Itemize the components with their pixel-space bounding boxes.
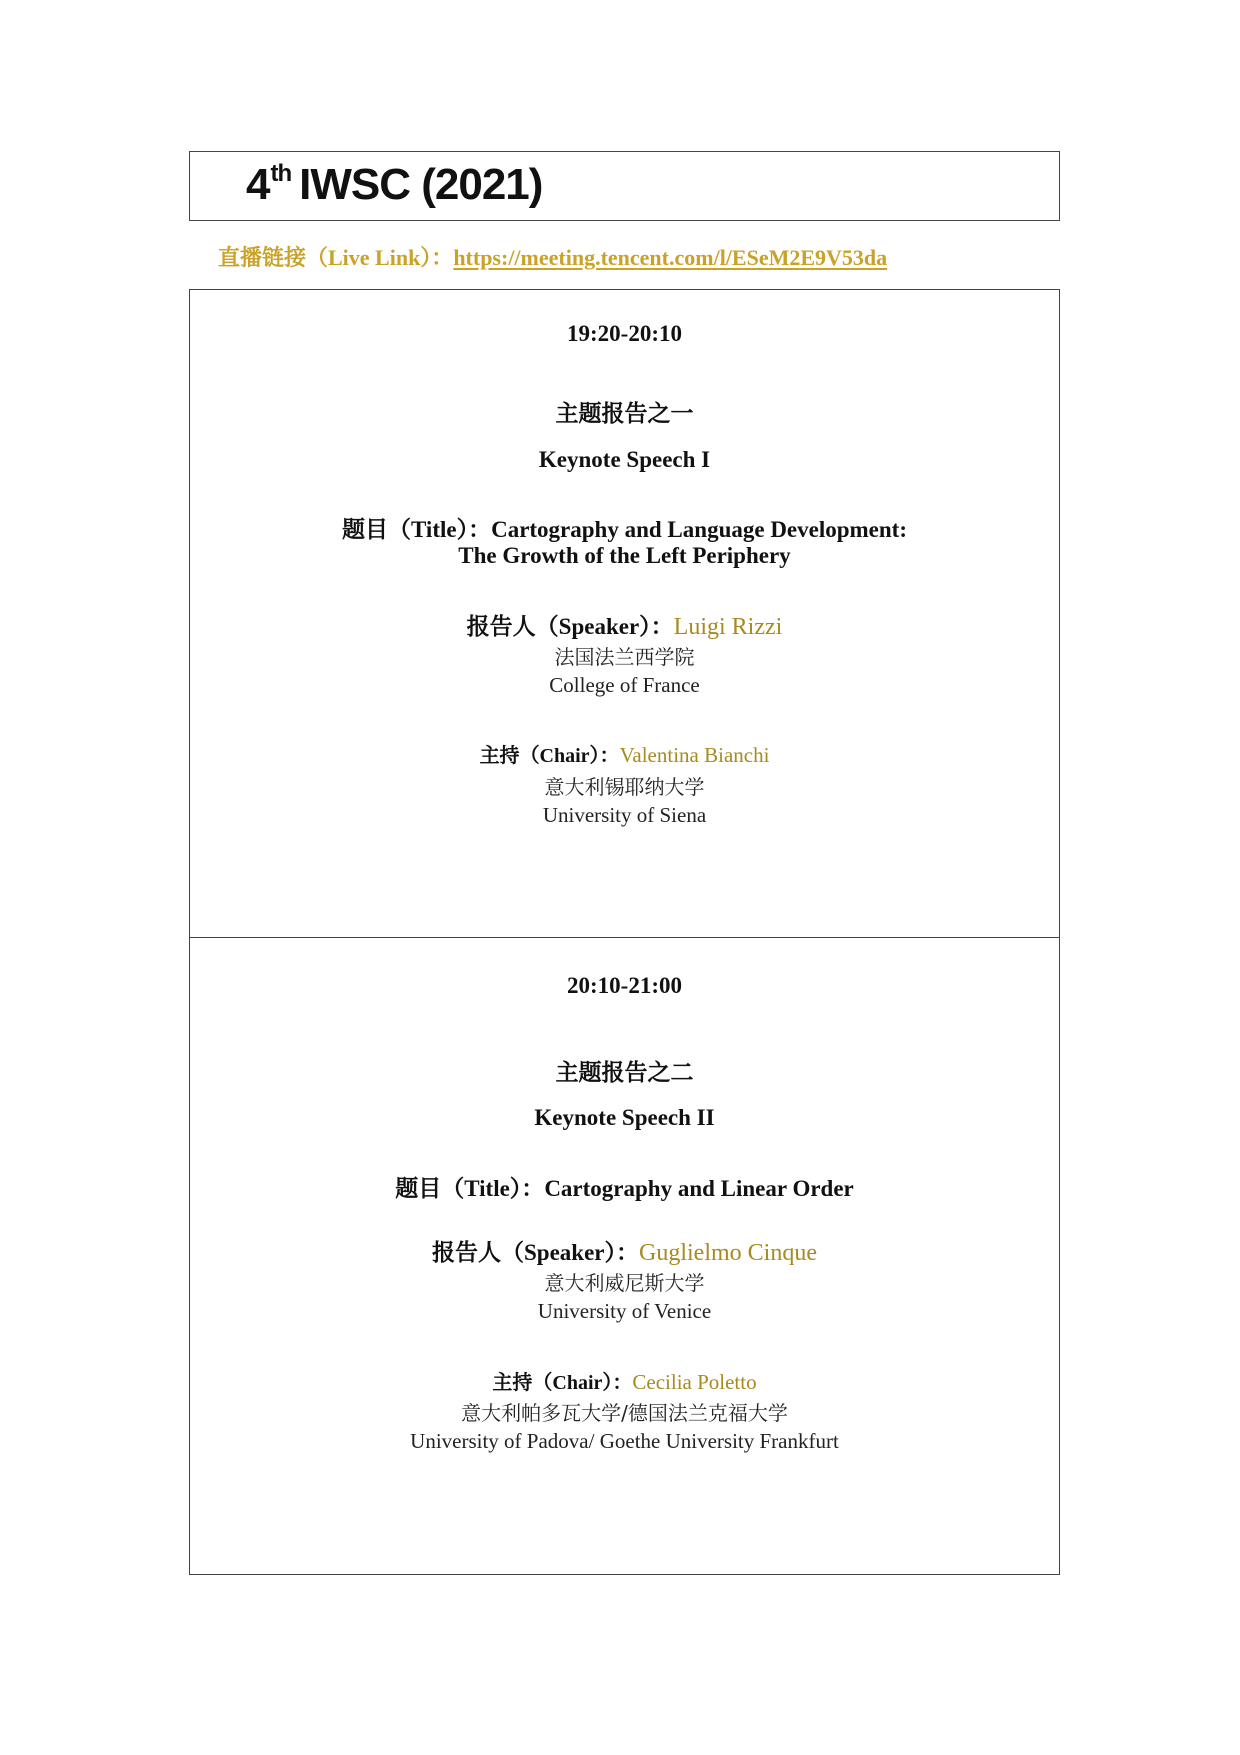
session-keynote-1: [189, 289, 1060, 938]
session-time: 19:20-20:10: [567, 321, 682, 346]
title-label-cn: 题目: [342, 517, 388, 543]
talk-title: Cartography and Language Development:: [491, 517, 907, 542]
title-superscript: th: [270, 160, 292, 188]
title-label-cn: 题目: [395, 1176, 442, 1202]
speaker-name: Guglielmo Cinque: [639, 1240, 817, 1266]
page-title: [246, 160, 542, 210]
talk-title-line: [190, 1170, 1059, 1203]
speaker-label-en: （Speaker）：: [535, 614, 674, 639]
speaker-affiliation-cn: 法国法兰西学院: [554, 645, 695, 669]
title-label-en: （Title）：: [441, 1176, 545, 1201]
talk-title-line: [190, 511, 1059, 544]
live-link-url[interactable]: https://meeting.tencent.com/l/ESeM2E9V53da: [453, 245, 888, 270]
session-time: 20:10-21:00: [567, 973, 682, 998]
chair-affiliation-cn: 意大利帕多瓦大学/德国法兰克福大学: [461, 1401, 788, 1425]
chair-label-en: （Chair）：: [532, 1372, 633, 1394]
chair-label-cn: 主持: [492, 1370, 533, 1394]
title-box: [189, 151, 1060, 221]
chair-affiliation-cn: 意大利锡耶纳大学: [544, 775, 705, 799]
title-label-en: （Title）：: [388, 517, 492, 542]
session-heading-cn: 主题报告之二: [555, 1060, 694, 1086]
session-keynote-2: [189, 937, 1060, 1575]
speaker-label-en: （Speaker）：: [501, 1240, 639, 1265]
chair-line: [190, 739, 1059, 768]
talk-title-line-2: The Growth of the Left Periphery: [458, 543, 791, 568]
chair-label-en: （Chair）：: [519, 745, 620, 767]
speaker-label-cn: 报告人: [432, 1240, 501, 1266]
chair-line: [190, 1366, 1059, 1395]
speaker-label-cn: 报告人: [466, 614, 536, 640]
chair-affiliation-en: University of Padova/ Goethe University Frankfurt: [410, 1429, 839, 1453]
live-link-label: 直播链接（Live Link）：: [218, 245, 454, 270]
session-heading-en: Keynote Speech II: [534, 1105, 715, 1130]
chair-name: Cecilia Poletto: [632, 1370, 757, 1394]
speaker-line: [190, 608, 1059, 641]
chair-label-cn: 主持: [479, 743, 520, 767]
title-rest: IWSC (2021): [299, 160, 543, 209]
speaker-name: Luigi Rizzi: [673, 614, 783, 640]
chair-name: Valentina Bianchi: [619, 743, 770, 767]
speaker-line: [190, 1234, 1059, 1267]
session-heading-en: Keynote Speech I: [538, 447, 711, 472]
live-link-line: [218, 241, 887, 272]
chair-affiliation-en: University of Siena: [542, 803, 707, 827]
session-heading-cn: 主题报告之一: [555, 401, 694, 427]
talk-title: Cartography and Linear Order: [544, 1176, 854, 1201]
speaker-affiliation-cn: 意大利威尼斯大学: [544, 1271, 705, 1295]
title-number: 4: [246, 160, 270, 209]
speaker-affiliation-en: College of France: [549, 673, 700, 697]
speaker-affiliation-en: University of Venice: [537, 1299, 712, 1323]
